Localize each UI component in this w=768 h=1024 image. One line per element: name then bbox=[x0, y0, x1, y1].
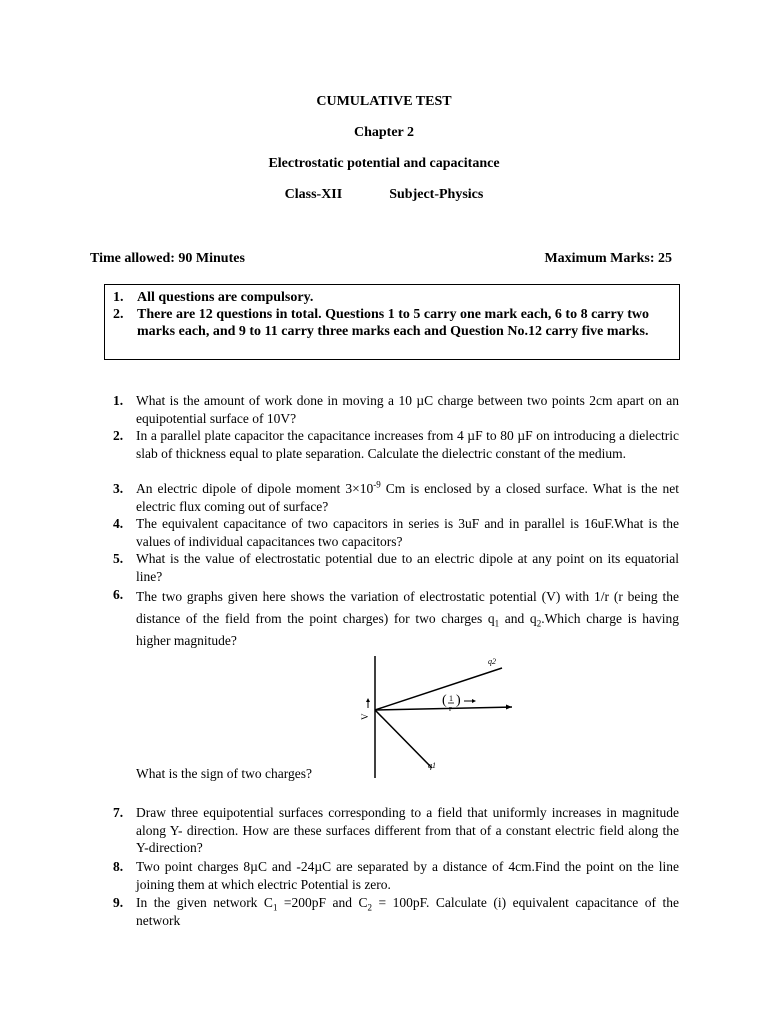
q2-label: q2 bbox=[488, 657, 496, 666]
question-6-sub: What is the sign of two charges? bbox=[136, 766, 312, 781]
question-1: 1. What is the amount of work done in moving a 10 µC charge between two points 2cm apart on an equipotential surface of 10V? bbox=[113, 393, 679, 426]
question-8: 8. Two point charges 8µC and -24µC are separated by a distance of 4cm.Find the point on the line joining them at which electric Potential is zero. bbox=[113, 859, 679, 892]
topic-heading: Electrostatic potential and capacitance bbox=[268, 156, 500, 171]
question-9: 9. In the given network $C_1 =200pF$ and $C_2 = 100pF$. Calculate (i) equivalent capacitance of the network bbox=[113, 895, 679, 928]
x-label-num: 1 bbox=[449, 694, 453, 703]
question-7: 7. Draw three equipotential surfaces corresponding to a field that uniformly increases in magnitude along Y- direction. How are these surfaces different from that of a constant electric field along the Y-direction? bbox=[113, 805, 679, 855]
instructions-box bbox=[104, 284, 680, 360]
v-axis-label: V bbox=[360, 713, 370, 720]
maximum-marks: Maximum Marks: 25 bbox=[544, 251, 672, 266]
instruction-item: 1. All questions are compulsory. bbox=[113, 290, 314, 305]
potential-graph bbox=[360, 652, 520, 782]
time-allowed: Time allowed: 90 Minutes bbox=[90, 251, 245, 266]
instruction-item: 2. There are 12 questions in total. Questions 1 to 5 carry one mark each, 6 to 8 carry two marks each, and 9 to 11 carry three marks each and Question No.12 carry five marks. bbox=[113, 307, 649, 339]
line-q1 bbox=[375, 710, 432, 768]
class-subject-line bbox=[0, 187, 768, 203]
x-label-den: r bbox=[449, 704, 452, 713]
svg-text:(: ( bbox=[442, 693, 447, 708]
question-4: 4. The equivalent capacitance of two capacitors in series is 3uF and in parallel is 16uF.What is the values of individual capacitances two capacitors? bbox=[113, 516, 679, 549]
question-2: 2. In a parallel plate capacitor the capacitance increases from 4 µF to 80 µF on introducing a dielectric slab of thickness equal to plate separation. Calculate the dielectric constant of the medium. bbox=[113, 428, 679, 461]
class-label: Class-XII bbox=[284, 187, 343, 202]
subject-label: Subject-Physics bbox=[389, 187, 484, 202]
test-title: CUMULATIVE TEST bbox=[316, 94, 452, 109]
svg-text:): ) bbox=[456, 693, 461, 708]
line-q2 bbox=[375, 668, 502, 710]
question-5: 5. What is the value of electrostatic potential due to an electric dipole at any point on its equatorial line? bbox=[113, 551, 679, 584]
chapter-heading: Chapter 2 bbox=[353, 125, 415, 140]
question-3: 3. An electric dipole of dipole moment $3\times 10^{-9}$ Cm is enclosed by a closed surface. What is the net electric flux coming out of surface? bbox=[113, 479, 680, 514]
q1-label: q1 bbox=[428, 761, 436, 770]
question-6: 6. The two graphs given here shows the variation of electrostatic potential (V) with 1/r (r being the distance of the field from the point charges) for two charges $q_1$ and $q_2.Which$ charge is having higher magnitude? bbox=[113, 587, 679, 648]
